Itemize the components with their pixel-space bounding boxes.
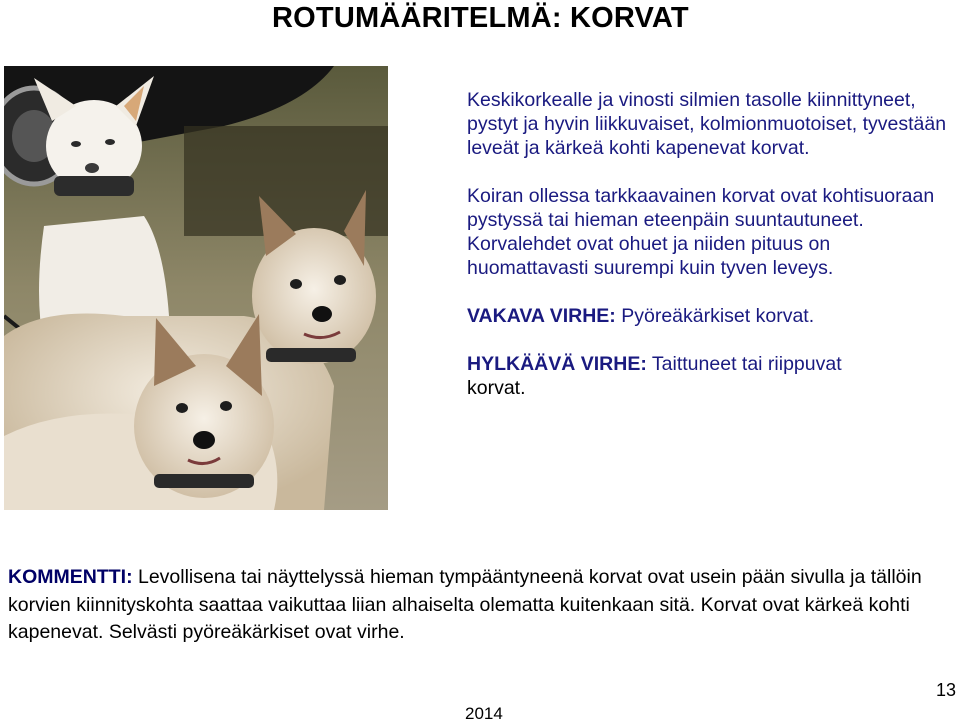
dogs-illustration	[4, 66, 388, 510]
ear-description: Keskikorkealle ja vinosti silmien tasolle kiinnittyneet, pystyt ja hyvin liikkuvaiset, kolmionmuotoiset, tyvestään leveät ja kärkeä kohti kapenevat korvat.	[467, 89, 947, 159]
serious-fault	[467, 304, 947, 328]
serious-fault-text: Pyöreäkärkiset korvat.	[621, 305, 815, 327]
disqualifying-fault-label: HYLKÄÄVÄ VIRHE:	[467, 353, 647, 375]
footer-year: 2014	[465, 704, 503, 723]
comment-paragraph	[8, 564, 958, 647]
comment-text: Levollisena tai näyttelyssä hieman tympääntyneenä korvat ovat usein pään sivulla ja tällöin korvien kiinnityskohta saattaa vaikuttaa liian alhaiselta olematta kuitenkaan sitä. Korvat ovat kärkeä kohti kapenevat. Selvästi pyöreäkärkiset ovat virhe.	[8, 566, 922, 643]
comment-label: KOMMENTTI:	[8, 566, 133, 588]
page-title: ROTUMÄÄRITELMÄ: KORVAT	[272, 2, 689, 34]
disqualifying-fault	[467, 352, 947, 400]
description-column	[467, 88, 947, 400]
page-number: 13	[936, 680, 957, 700]
serious-fault-label: VAKAVA VIRHE:	[467, 305, 616, 327]
alert-ear-description: Koiran ollessa tarkkaavainen korvat ovat kohtisuoraan pystyssä tai hieman eteenpäin suuntautuneet. Korvalehdet ovat ohuet ja niiden pituus on huomattavasti suurempi kuin tyven leveys.	[467, 185, 935, 279]
dogs-photo	[4, 66, 388, 510]
disqualifying-fault-text: Taittuneet tai riippuvat	[651, 353, 842, 375]
disqualifying-fault-tail: korvat.	[467, 377, 526, 399]
